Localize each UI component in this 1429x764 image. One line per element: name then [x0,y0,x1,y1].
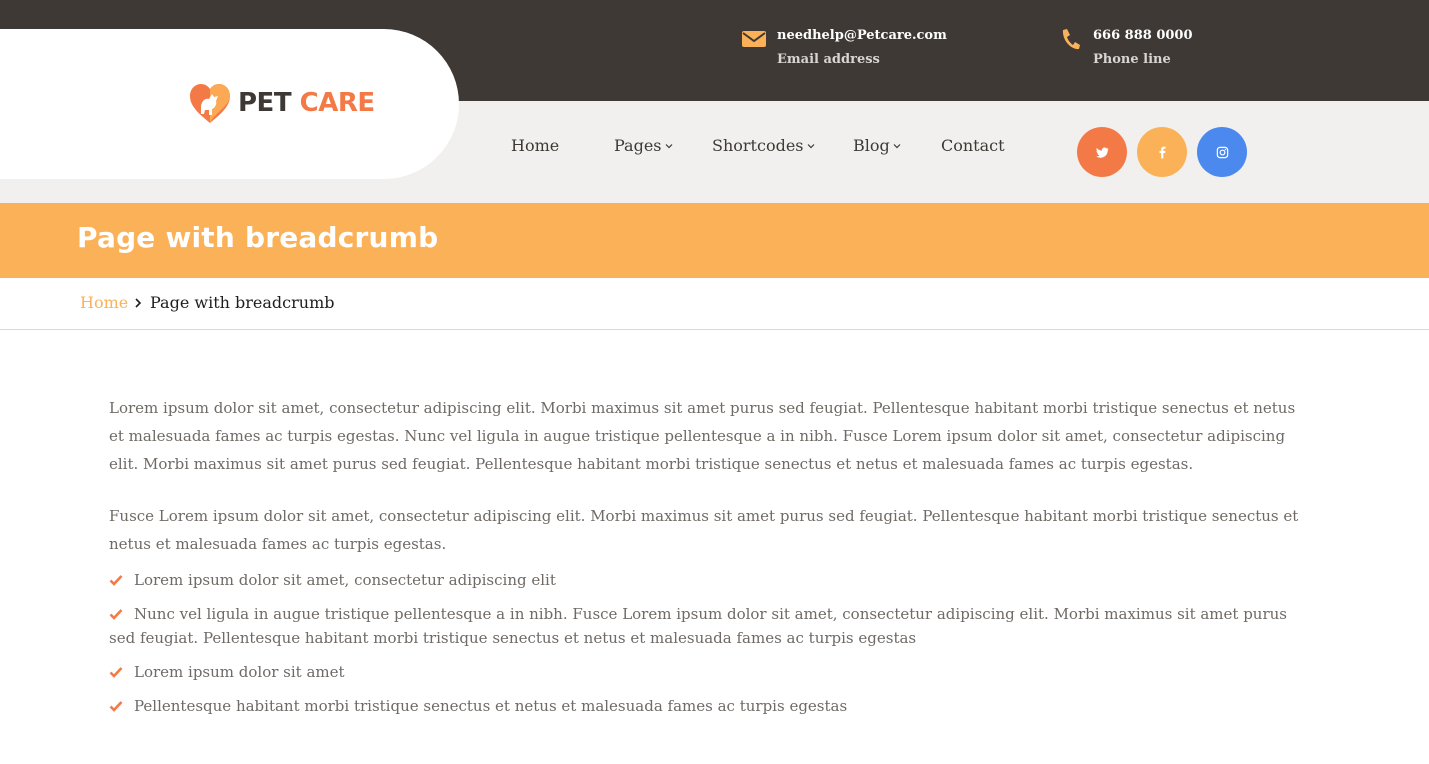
twitter-button[interactable] [1077,127,1127,177]
menu-item-blog[interactable] [853,136,902,155]
breadcrumb-current: Page with breadcrumb [150,293,335,312]
list-item-text: Lorem ipsum dolor sit amet, consectetur adipiscing elit [134,571,556,589]
list-item-text: Lorem ipsum dolor sit amet [134,663,345,681]
logo-word-pet: PET [238,88,292,118]
email-contact[interactable] [741,24,947,72]
list-item [109,602,1314,650]
email-value[interactable]: needhelp@Petcare.com [777,28,947,43]
page-title-banner [0,203,1429,278]
check-list [109,568,1314,718]
logo[interactable] [188,82,375,124]
logo-text [238,88,375,118]
phone-contact[interactable] [1059,24,1193,72]
content-paragraph: Fusce Lorem ipsum dolor sit amet, consectetur adipiscing elit. Morbi maximus sit amet purus sed feugiat. Pellentesque habitant morbi tristique senectus et netus et malesuada fames ac turpis egestas. [109,507,1299,553]
check-icon [109,607,123,621]
breadcrumb [0,278,1429,330]
chevron-down-icon [806,141,816,151]
pet-heart-logo-icon [188,82,232,124]
chevron-down-icon [664,141,674,151]
chevron-down-icon [892,141,902,151]
main-content [109,394,1314,728]
check-icon [109,665,123,679]
list-item [109,568,1314,592]
list-item [109,694,1314,718]
breadcrumb-home-link[interactable]: Home [80,293,129,312]
menu-item-shortcodes[interactable] [712,136,816,155]
phone-label: Phone line [1093,52,1171,67]
check-icon [109,573,123,587]
menu-item-label: Blog [853,136,890,155]
facebook-icon [1156,146,1169,159]
twitter-icon [1096,146,1109,159]
menu-item-home[interactable] [511,136,559,155]
phone-value[interactable]: 666 888 0000 [1093,28,1193,43]
menu-item-contact[interactable] [941,136,1005,155]
phone-icon [1059,26,1081,52]
menu-item-label: Shortcodes [712,136,804,155]
list-item [109,660,1314,684]
menu-item-pages[interactable] [614,136,674,155]
list-item-text: Pellentesque habitant morbi tristique senectus et netus et malesuada fames ac turpis egestas [134,697,848,715]
instagram-icon [1216,146,1229,159]
content-paragraph: Lorem ipsum dolor sit amet, consectetur adipiscing elit. Morbi maximus sit amet purus sed feugiat. Pellentesque habitant morbi tristique senectus et netus et malesuada fames ac turpis egestas. Nunc vel ligula in augue tristique pellentesque a in nibh. Fusce Lorem ipsum dolor sit amet, consectetur adipiscing elit. Morbi maximus sit amet purus sed feugiat. Pellentesque habitant morbi tristique senectus et netus et malesuada fames ac turpis egestas. [109,399,1296,473]
instagram-button[interactable] [1197,127,1247,177]
menu-item-label: Pages [614,136,662,155]
chevron-right-icon [133,296,143,310]
facebook-button[interactable] [1137,127,1187,177]
envelope-icon [741,26,767,52]
logo-word-care: CARE [299,88,375,118]
check-icon [109,699,123,713]
menu-item-label: Home [511,136,560,155]
email-label: Email address [777,52,880,67]
list-item-text: Nunc vel ligula in augue tristique pellentesque a in nibh. Fusce Lorem ipsum dolor sit amet, consectetur adipiscing elit. Morbi maximus sit amet purus sed feugiat. Pellentesque habitant morbi tristique senectus et netus et malesuada fames ac turpis egestas [109,605,1287,647]
menu-item-label: Contact [941,136,1005,155]
page-title: Page with breadcrumb [77,221,439,254]
